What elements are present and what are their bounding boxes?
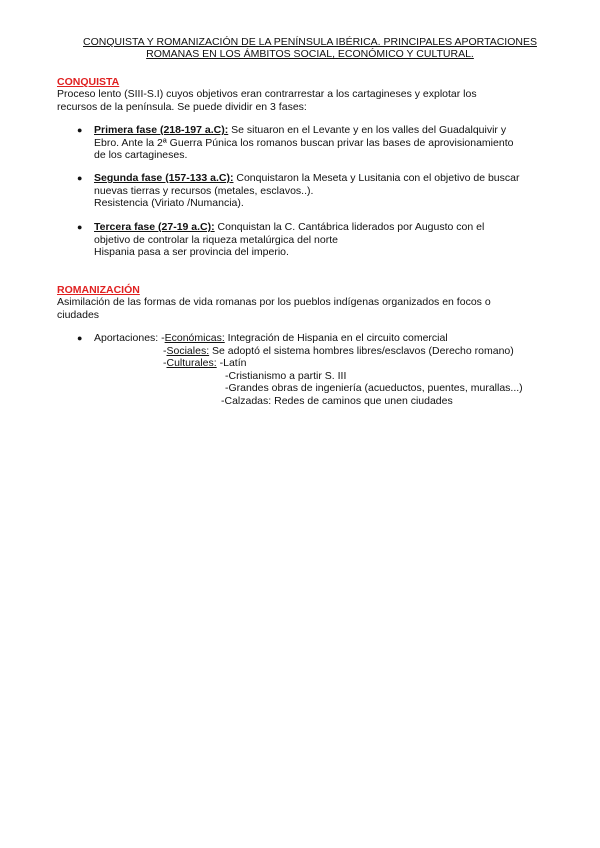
romanizacion-intro	[57, 296, 527, 321]
culturales-line	[163, 357, 246, 370]
phase-text: objetivo de controlar la riqueza metalúrgica del norte	[94, 233, 338, 246]
sociales-text: Se adoptó el sistema hombres libres/esclavos (Derecho romano)	[209, 345, 514, 357]
bullet-icon: ●	[77, 125, 83, 135]
phase-text: Resistencia (Viriato /Numancia).	[94, 197, 244, 209]
culturales-label: Culturales:	[166, 357, 217, 369]
phase-item-2	[94, 172, 544, 210]
culturales-item: -Latín	[216, 357, 247, 369]
culturales-item: -Cristianismo a partir S. III	[225, 370, 347, 382]
phase-text: nuevas tierras y recursos (metales, esclavos..).	[94, 184, 314, 197]
dash: -	[163, 345, 167, 357]
economicas-label: Económicas:	[164, 332, 225, 344]
bullet-icon: ●	[77, 222, 83, 232]
phase-item-3	[94, 221, 544, 259]
romanizacion-intro-line-1: Asimilación de las formas de vida romanas por los pueblos indígenas organizados en focos o	[57, 296, 491, 308]
phase-text: Ebro. Ante la 2ª Guerra Púnica los romanos buscan privar las bases de aprovisionamiento	[94, 136, 514, 149]
sociales-line	[163, 345, 514, 358]
conquista-intro-line-1: Proceso lento (SIII-S.I) cuyos objetivos eran contrarrestar a los cartagineses y explotar los	[57, 88, 477, 100]
romanizacion-heading: ROMANIZACIÓN	[57, 284, 140, 296]
phase-label: Segunda fase (157-133 a.C):	[94, 172, 234, 184]
phase-text: de los cartagineses.	[94, 149, 188, 161]
sociales-label: Sociales:	[166, 345, 210, 357]
conquista-intro	[57, 88, 527, 113]
bullet-icon: ●	[77, 333, 83, 343]
phase-text: Hispania pasa a ser provincia del imperio.	[94, 246, 289, 258]
phase-text: Se situaron en el Levante y en los valles del Guadalquivir y	[228, 124, 507, 136]
title-line-2: ROMANAS EN LOS ÁMBITOS SOCIAL, ECONÓMICO Y CULTURAL.	[146, 48, 474, 60]
phase-item-1	[94, 124, 544, 162]
document-title	[40, 36, 580, 60]
culturales-item: -Calzadas: Redes de caminos que unen ciudades	[221, 395, 453, 407]
aportaciones-label: Aportaciones: -	[94, 332, 165, 344]
dash: -	[163, 357, 167, 369]
phase-label: Tercera fase (27-19 a.C):	[94, 221, 215, 233]
economicas-line	[94, 332, 448, 345]
economicas-text: Integración de Hispania en el circuito comercial	[224, 332, 448, 344]
conquista-intro-line-2: recursos de la península. Se puede dividir en 3 fases:	[57, 100, 307, 113]
phase-label: Primera fase (218-197 a.C):	[94, 124, 229, 136]
culturales-item: -Grandes obras de ingeniería (acueductos, puentes, murallas...)	[225, 382, 523, 394]
bullet-icon: ●	[77, 173, 83, 183]
romanizacion-intro-line-2: ciudades	[57, 308, 100, 321]
conquista-heading: CONQUISTA	[57, 76, 120, 88]
phase-text: Conquistaron la Meseta y Lusitania con el objetivo de buscar	[233, 172, 520, 184]
phase-text: Conquistan la C. Cantábrica liderados por Augusto con el	[214, 221, 485, 233]
title-line-1: CONQUISTA Y ROMANIZACIÓN DE LA PENÍNSULA IBÉRICA. PRINCIPALES APORTACIONES	[83, 36, 537, 48]
